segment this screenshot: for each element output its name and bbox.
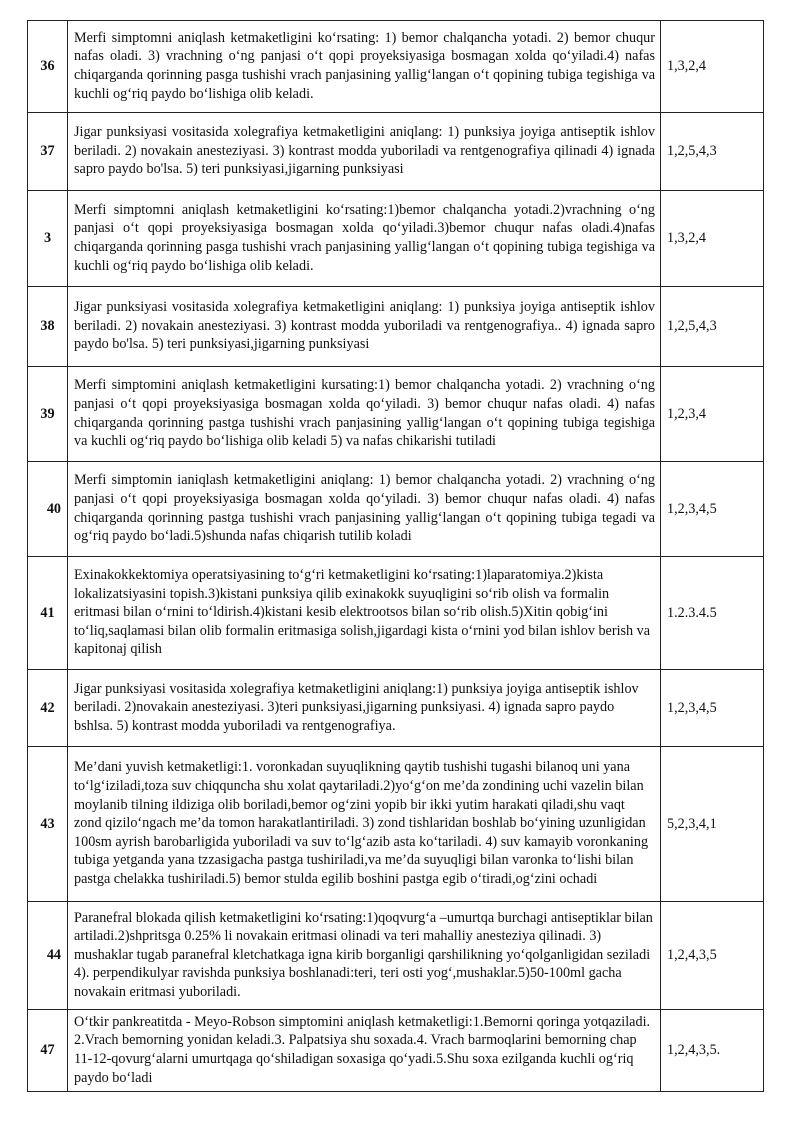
table-row	[28, 21, 764, 113]
question-text: Jigar punksiyasi vositasida xolegrafiya ketmaketligini aniqlang: 1) punksiya joyiga antiseptik ishlov beriladi. 2) novakain anesteziyasi. 3) kontrast modda yuboriladi va rentgenografiya qilinadi 4) ignada sapro paydo bo'lsa. 5) teri punksiyasi,jigarning punksiyasi	[68, 113, 661, 191]
answer-sequence: 1,2,4,3,5	[661, 902, 764, 1010]
question-text: Paranefral blokada qilish ketmaketligini ko‘rsating:1)qoqvurg‘a –umurtqa burchagi antiseptiklar bilan artiladi.2)shpritsga 0.25% li novakain eritmasi olinadi va teri mahalliy anesteziya qilinadi. 3) mushaklar tugab paranefral kletchatkaga igna kirib borganligi qarshilikning yo‘qolganligidan seziladi 4). perpendikulyar ravishda punksiya boshlanadi:teri, teri osti yog‘,mushaklar.5)50-100ml gacha novakain eritmasi yuboriladi.	[68, 902, 661, 1010]
table-row	[28, 191, 764, 287]
answer-sequence: 1,2,3,4	[661, 367, 764, 462]
answer-sequence: 1,3,2,4	[661, 191, 764, 287]
answer-sequence: 1,2,5,4,3	[661, 287, 764, 367]
answer-sequence: 1,2,5,4,3	[661, 113, 764, 191]
question-text: Jigar punksiyasi vositasida xolegrafiya ketmaketligini aniqlang: 1) punksiya joyiga antiseptik ishlov beriladi. 2) novakain anesteziyasi. 3) kontrast modda yuboriladi va rentgenografiya.. 4) ignada sapro paydo bo'lsa. 5) teri punksiyasi,jigarning punksiyasi	[68, 287, 661, 367]
table-row	[28, 287, 764, 367]
question-text: Exinakokkektomiya operatsiyasining to‘g‘ri ketmaketligini ko‘rsating:1)laparatomiya.2)kista lokalizatsiyasini topish.3)kistani punksiya qilib exinakokk suyuqligini so‘rib olish va formalin eritmasi bilan o‘rnini to‘ldirish.4)kistani kesib elektrootsos bilan so‘rib olish.5)Xitin qobig‘ini to‘liq,saqlamasi bilan olib formalin eritmasiga solish,jigardagi kista o‘rnini yod bilan ishlov berish va kapitonaj qilish	[68, 557, 661, 670]
question-number: 43	[28, 747, 68, 902]
answer-sequence: 1,2,4,3,5.	[661, 1010, 764, 1092]
table-row	[28, 367, 764, 462]
table-row	[28, 113, 764, 191]
question-number: 41	[28, 557, 68, 670]
table-row	[28, 462, 764, 557]
question-text: Merfi simptomini aniqlash ketmaketligini kursating:1) bemor chalqancha yotadi. 2) vrachning o‘ng panjasi o‘t qopi proyeksiyasiga bosmagan xolda qo‘yiladi. 3) bemor chuqur nafas oladi. 4) nafas chiqarganda qorinning pastga tushishi vrach panjasining yallig‘langan o‘t qopining tubiga tegishiga va kuchli og‘riq paydo bo‘lishiga olib keladi 5) va nafas chikarishi tutiladi	[68, 367, 661, 462]
question-text: Merfi simptomin ianiqlash ketmaketligini aniqlang: 1) bemor chalqancha yotadi. 2) vrachning o‘ng panjasi o‘t qopi proyeksiyasiga bosmagan xolda qo‘yiladi. 3) bemor chuqur nafas oladi. 4) nafas chiqarganda qorinning pastga tushishi vrach panjasining yallig‘langan o‘t qopining tubiga tegadi va og‘riq paydo bo‘ladi.5)shunda nafas chiqarish tutilib koladi	[68, 462, 661, 557]
question-number: 3	[28, 191, 68, 287]
question-text: Jigar punksiyasi vositasida xolegrafiya ketmaketligini aniqlang:1) punksiya joyiga antiseptik ishlov beriladi. 2)novakain anesteziyasi. 3)teri punksiyasi,jigarning punksiyasi. 4) ignada sapro paydo bshlsa. 5) kontrast modda yuboriladi va rentgenografiya.	[68, 670, 661, 747]
question-text: O‘tkir pankreatitda - Meyo-Robson simptomini aniqlash ketmaketligi:1.Bemorni qoringa yotqaziladi. 2.Vrach bemorning yonidan keladi.3. Palpatsiya shu soxada.4. Vrach barmoqlarini bemorning chap 11-12-qovurg‘alarni umurtqaga qo‘shiladigan soxasiga qo‘yadi.5.Shu soxa ezilganda kuchli og‘riq paydo bo‘ladi	[68, 1010, 661, 1092]
question-number: 47	[28, 1010, 68, 1092]
question-number: 42	[28, 670, 68, 747]
answer-sequence: 5,2,3,4,1	[661, 747, 764, 902]
question-text: Me’dani yuvish ketmaketligi:1. voronkadan suyuqlikning qaytib tushishi tugashi bilanoq uni yana to‘lg‘iziladi,toza suv chiqquncha shu xolat qaytariladi.2)yo‘g‘on me’da zondining uchi vazelin bilan moylanib tilning ildiziga olib boriladi,bemor og‘zini yopib bir ikki yutim harakati qiladi,shu vaqt zond qizilo‘ngach me’da tomon harakatlantiriladi. 3) zond tishlaridan boshlab bo‘yining uzunligidan 100sm ayrish barobarligida yuboriladi va suv to‘lg‘azib asta ko‘tariladi. 4) suv kamayib voronkaning tubiga yetganda yana tzzasigacha pastga tushiriladi,va me’da suyuqligi bilan varonka to‘lishi bilan pastga chelakka tushiriladi.5) bemor stulda egilib boshini pastga egib o‘tiradi,og‘zini ochadi	[68, 747, 661, 902]
answer-sequence: 1.2.3.4.5	[661, 557, 764, 670]
question-number: 37	[28, 113, 68, 191]
question-number: 38	[28, 287, 68, 367]
question-number: 44	[28, 902, 68, 1010]
question-text: Merfi simptomni aniqlash ketmaketligini ko‘rsating:1)bemor chalqancha yotadi.2)vrachning o‘ng panjasi o‘t qopi proyeksiyasiga bosmagan xolda qo‘yiladi.3)bemor chuqur nafas oladi.4)nafas chiqarganda qorinning pasga tushishi vrach panjasining yallig‘langan o‘t qopining tubiga tegishiga va kuchli og‘riq paydo bo‘lishiga olib keladi.	[68, 191, 661, 287]
answer-sequence: 1,3,2,4	[661, 21, 764, 113]
table-row	[28, 670, 764, 747]
question-number: 40	[28, 462, 68, 557]
question-number: 39	[28, 367, 68, 462]
table-row	[28, 902, 764, 1010]
question-text: Merfi simptomni aniqlash ketmaketligini ko‘rsating: 1) bemor chalqancha yotadi. 2) bemor chuqur nafas oladi. 3) vrachning o‘ng panjasi o‘t qopi proyeksiyasiga bosmagan xolda qo‘yiladi.4) nafas chiqarganda qorinning pasga tushishi vrach panjasining yallig‘langan o‘t qopining tubiga tegishiga va kuchli og‘riq paydo bo‘lishiga olib keladi.	[68, 21, 661, 113]
question-number: 36	[28, 21, 68, 113]
table-row	[28, 557, 764, 670]
table-row	[28, 747, 764, 902]
questions-table	[27, 20, 764, 1092]
answer-sequence: 1,2,3,4,5	[661, 670, 764, 747]
answer-sequence: 1,2,3,4,5	[661, 462, 764, 557]
table-row	[28, 1010, 764, 1092]
